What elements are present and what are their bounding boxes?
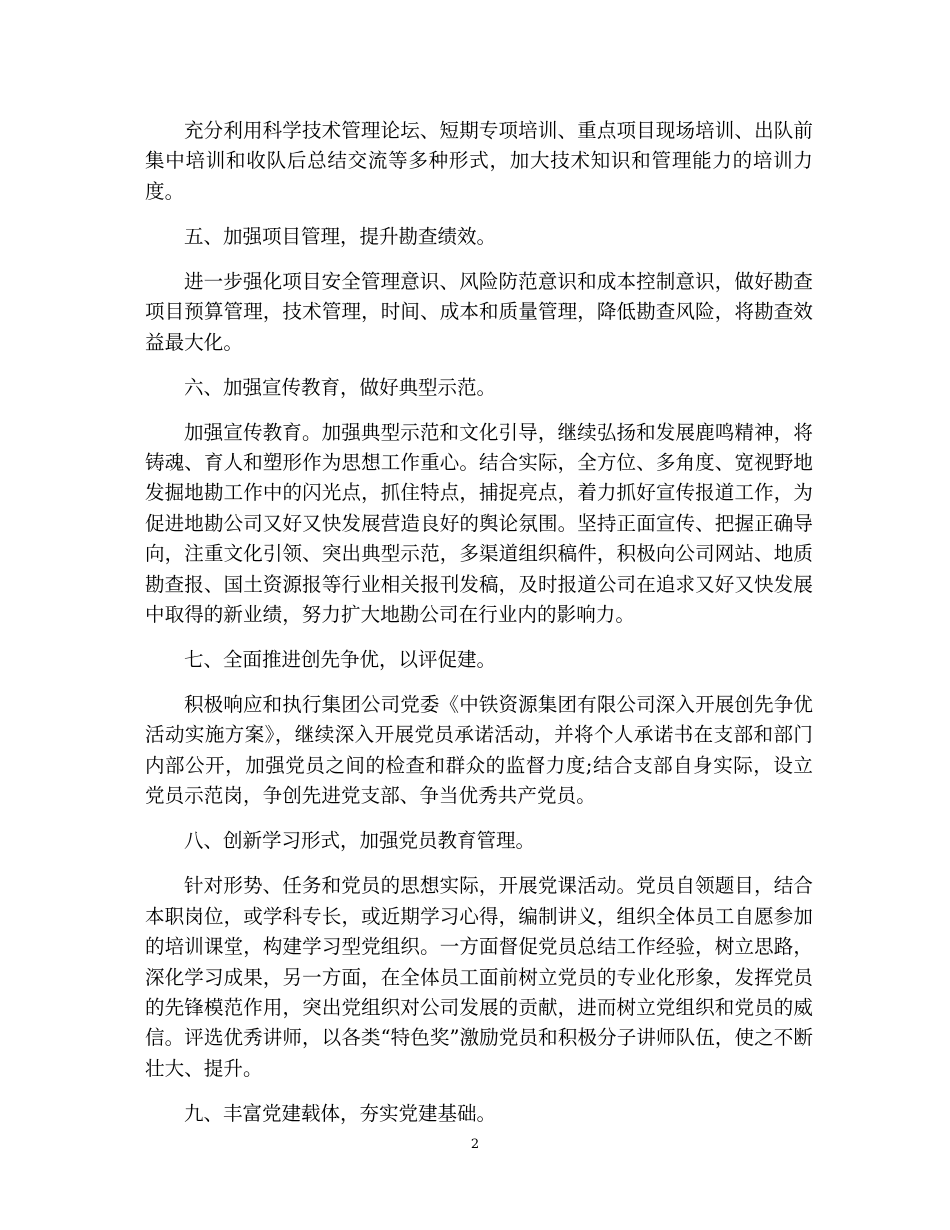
section-heading-9: 九、丰富党建载体，夯实党建基础。 (184, 1101, 497, 1125)
page-number: 2 (470, 1137, 480, 1152)
paragraph-excellence: 积极响应和执行集团公司党委《中铁资源集团有限公司深入开展创先争优活动实施方案》，继续深入开展党员承诺活动，并将个人承诺书在支部和部门内部公开，加强党员之间的检查和群众的监督力度;结合支部自身实际，设立党员示范岗，争创先进党支部、争当优秀共产党员。 (145, 693, 813, 808)
section-heading-8: 八、创新学习形式，加强党员教育管理。 (184, 829, 536, 853)
paragraph-party-education: 针对形势、任务和党员的思想实际，开展党课活动。党员自领题目，结合本职岗位，或学科专长，或近期学习心得，编制讲义，组织全体员工自愿参加的培训课堂，构建学习型党组织。一方面督促党员总结工作经验，树立思路，深化学习成果，另一方面，在全体员工面前树立党员的专业化形象，发挥党员的先锋模范作用，突出党组织对公司发展的贡献，进而树立党组织和党员的威信。评选优秀讲师，以各类“特色奖”激励党员和积极分子讲师队伍，使之不断壮大、提升。 (145, 874, 813, 1080)
paragraph-project-management: 进一步强化项目安全管理意识、风险防范意识和成本控制意识，做好勘查项目预算管理，技术管理，时间、成本和质量管理，降低勘查风险，将勘查效益最大化。 (145, 269, 813, 354)
paragraph-training: 充分利用科学技术管理论坛、短期专项培训、重点项目现场培训、出队前集中培训和收队后总结交流等多种形式，加大技术知识和管理能力的培训力度。 (145, 119, 813, 203)
section-heading-7: 七、全面推进创先争优，以评促建。 (184, 648, 497, 672)
paragraph-publicity: 加强宣传教育。加强典型示范和文化引导，继续弘扬和发展鹿鸣精神，将铸魂、育人和塑形作为思想工作重心。结合实际，全方位、多角度、宽视野地发掘地勘工作中的闪光点，抓住特点，捕捉亮点，着力抓好宣传报道工作，为促进地勘公司又好又快发展营造良好的舆论氛围。坚持正面宣传、把握正确导向，注重文化引领、突出典型示范，多渠道组织稿件，积极向公司网站、地质勘查报、国土资源报等行业相关报刊发稿，及时报道公司在追求又好又快发展中取得的新业绩，努力扩大地勘公司在行业内的影响力。 (145, 420, 813, 627)
section-heading-6: 六、加强宣传教育，做好典型示范。 (184, 375, 497, 399)
document-body (145, 116, 813, 1129)
section-heading-5: 五、加强项目管理，提升勘查绩效。 (184, 224, 497, 248)
